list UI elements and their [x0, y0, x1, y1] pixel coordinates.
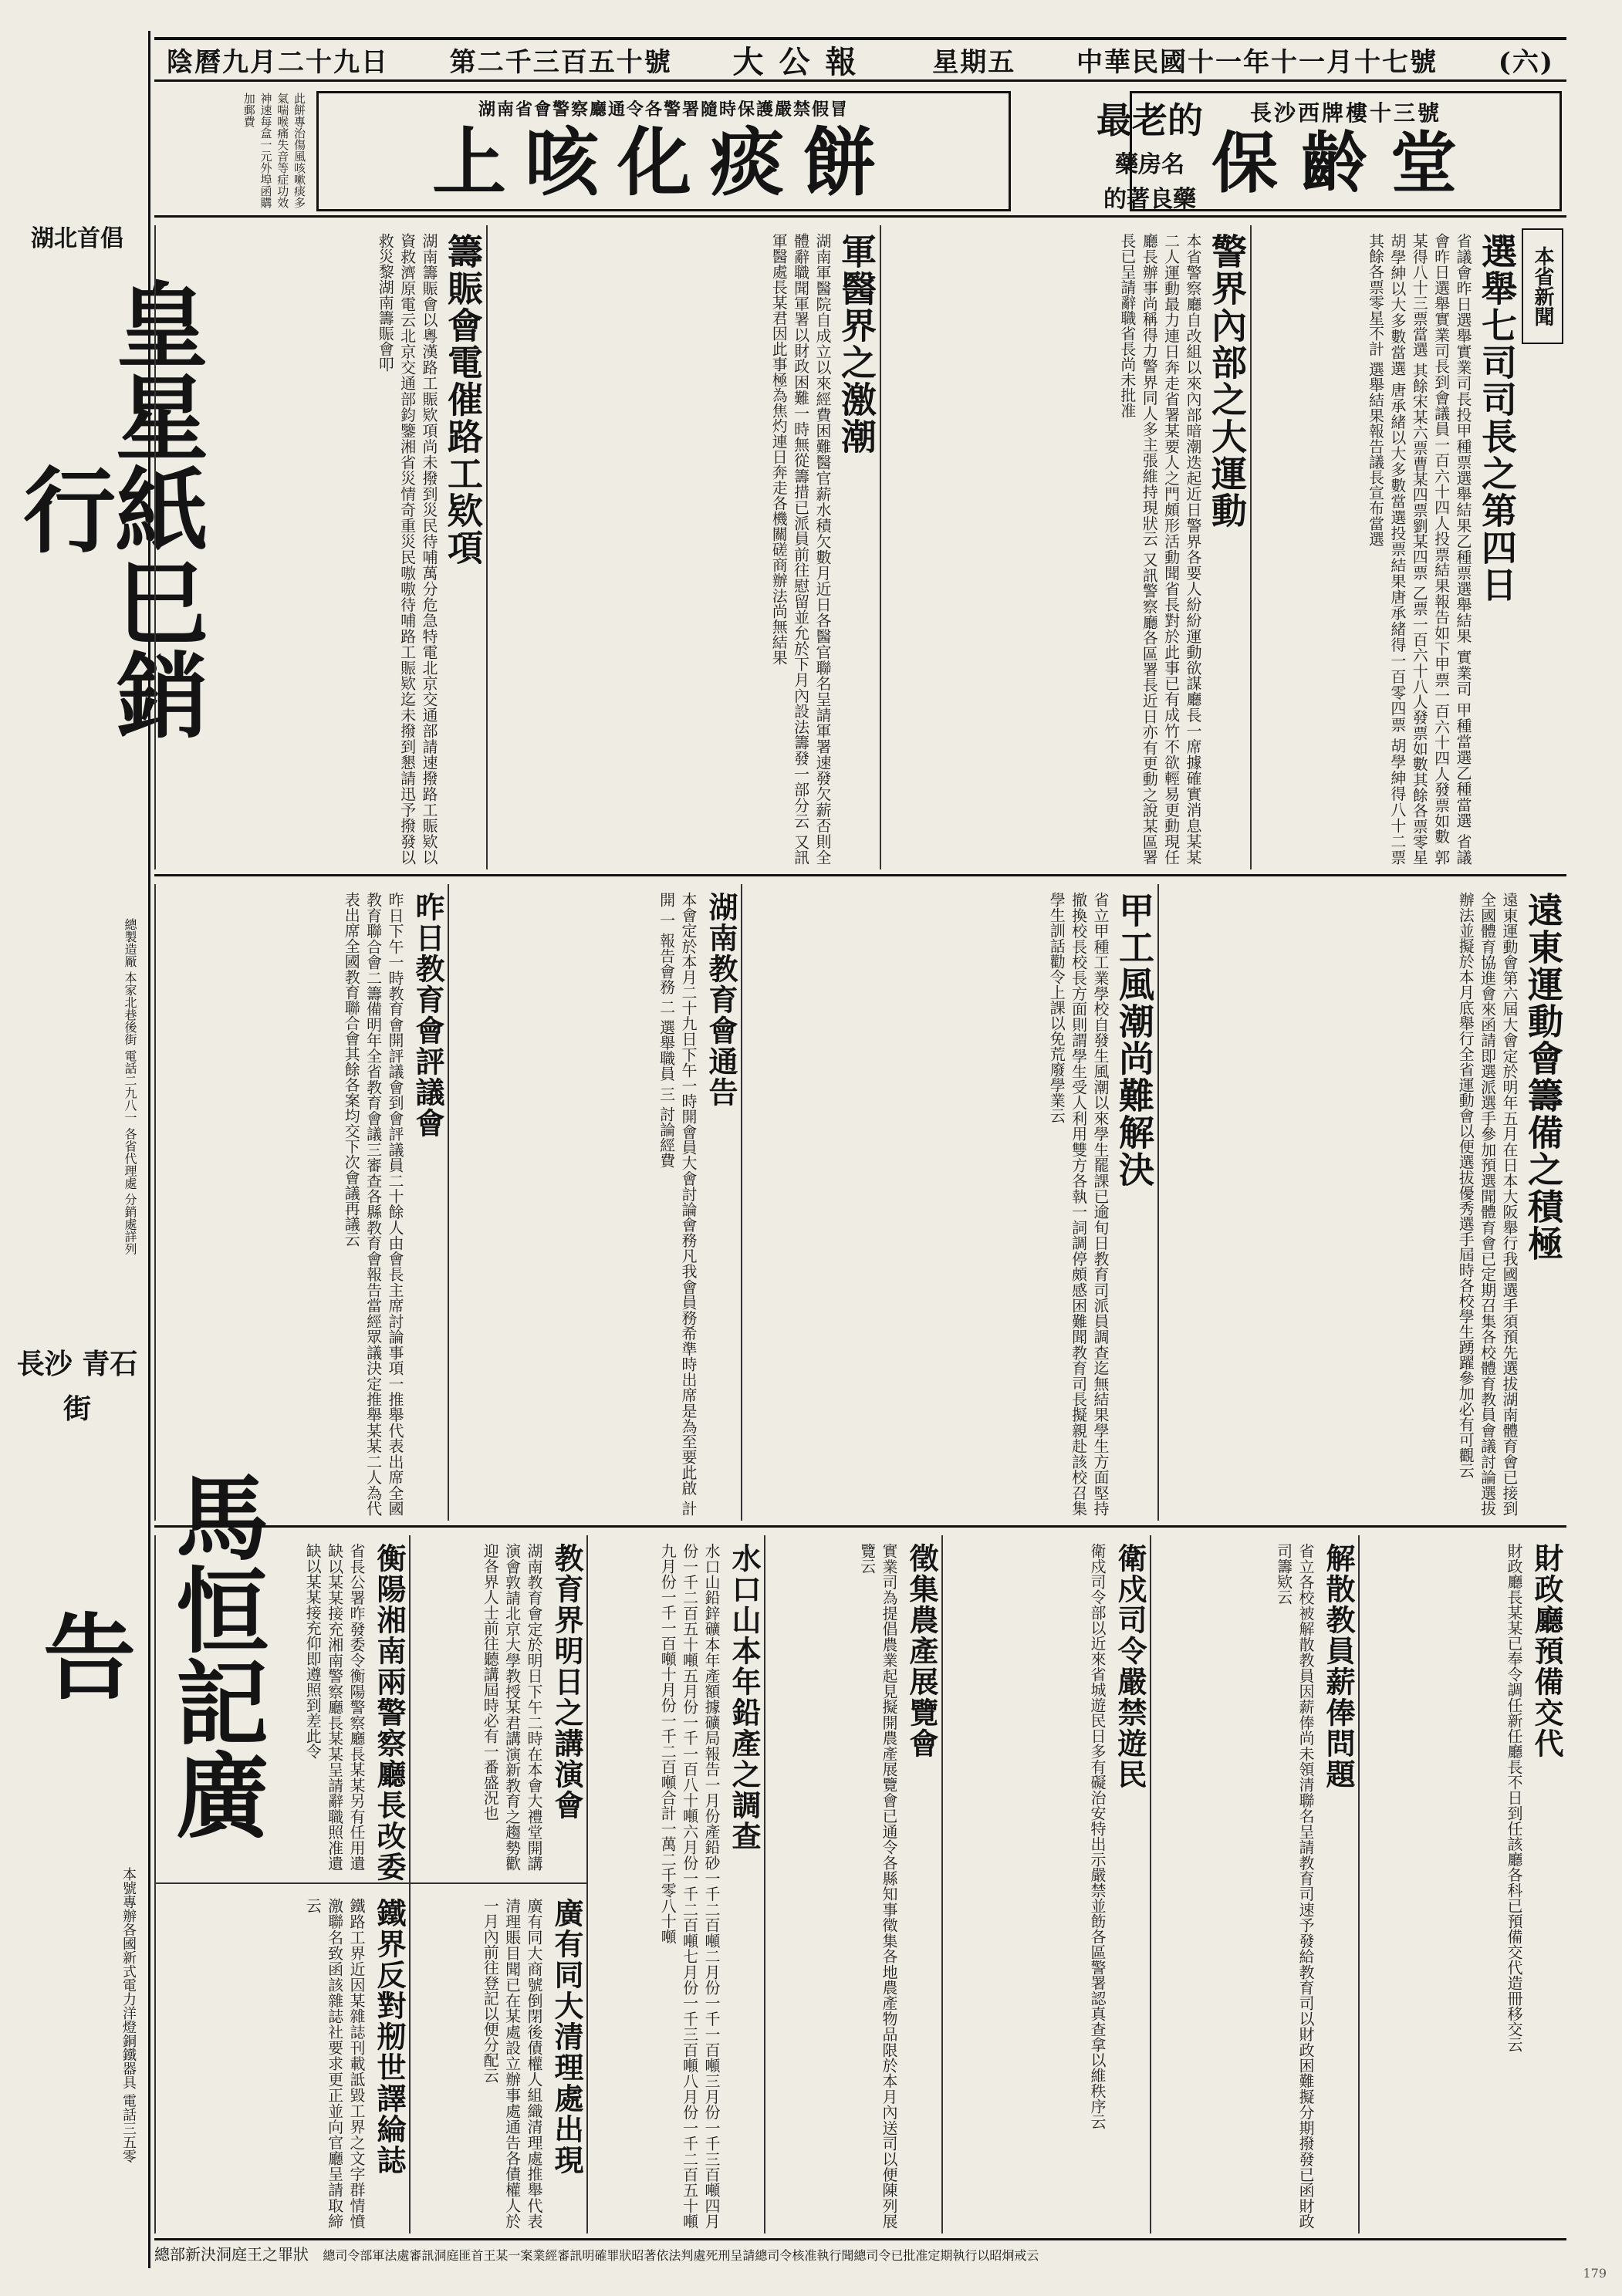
article-headline: 軍醫界之激潮 — [836, 233, 877, 455]
article-headline: 警界內部之大運動 — [1206, 233, 1248, 529]
article-headline: 衡陽湘南兩警察廳長改委 — [372, 1543, 407, 1882]
article-body: 鐵路工界近因某雜誌刊載詆毀工界之文字群情憤激聯名致函該雜誌社要求更正並向官廳呈請取締云 — [303, 1898, 366, 2229]
baoling-ad-name: 保齡堂 — [1211, 124, 1480, 202]
article-lecture — [409, 1535, 586, 2234]
pharmacy-ad-line2: 藥房名 — [1115, 151, 1184, 178]
paper-maker-ad-name: 皇星紙巳銷行 — [8, 277, 209, 740]
article-garrison — [941, 1535, 1150, 2234]
article-body: 湖南教育會定於明日下午二時在本會大禮堂開講演會敦請北京大學教授某君講演新教育之趨勢歡迎各界人士前往聽講屆時必有一番盛況也 — [481, 1543, 543, 1871]
paper-maker-ad-details: 總製造厰 本家北巷後街 電話二九八一 各省代理處 分銷處詳列 — [123, 918, 137, 1255]
pill-ad — [316, 91, 1011, 211]
bottom-article-body: 總司令部軍法處審訊洞庭匪首王某一案業經審訊明確罪狀昭著依法判處死刑呈請總司令核准執行聞總司令已批准定期執行以昭炯戒云 — [323, 2248, 1039, 2263]
article-education-notice — [448, 884, 741, 1521]
article-headline: 水口山本年鉛產之調查 — [727, 1543, 762, 1852]
article-teacher-salary — [1150, 1535, 1358, 2234]
ma-hengji-ad-address: 長沙 青石街 — [16, 1348, 138, 1425]
article-headline: 甲工風潮尚難解決 — [1113, 892, 1155, 1188]
article-body: 廣有同大商號倒閉後債權人組織清理處推舉代表清理賬目聞已在某處設立辦事處通告各債權人於一月內前往登記以便分配云 — [481, 1898, 543, 2229]
article-body: 昨日下午一時教育會開評議會到會評議員二十餘人由會長主席討論事項一推舉代表出席全國教育聯合會二籌備明年全省教育會議三審查各縣教育會報告當經眾議決定推舉某某二人為代表出席全國教育聯合會其餘各案均交下次會議再議云 — [342, 892, 404, 1516]
article-headline: 遠東運動會籌備之積極 — [1522, 892, 1564, 1262]
article-body: 財政廳長某某已奉令調任新任廳長不日到任該廳各科已預備交代造冊移交云 — [1505, 1543, 1523, 2052]
article-headline: 徵集農產展覽會 — [904, 1543, 939, 1759]
ma-hengji-ad-name: 馬恒記廣告 — [28, 1470, 269, 1841]
baoling-ad — [1130, 91, 1562, 211]
article-body: 省長公署昨發委令衡陽警察廳長某某另有任用遺缺以某某接充湘南警察廳長某某呈請辭職照准遺缺以某某接充仰即遵照到差此令 — [303, 1543, 366, 1871]
paper-name: 大公報 — [732, 44, 872, 80]
article-body: 本省警察廳自改組以來內部暗潮迭起近日警界各要人紛紛運動欲謀廳長一席據確實消息某某二人運動最力連日奔走省署某要人之門頗形活動聞省長對於此事已有成竹不欲輕易更動現任廳長辦事尚稱得力警界同人多主張維持現狀云 又訊警察廳各區署長近日亦有更動之說某區署長已呈請辭職省長尚未批准 — [1117, 233, 1202, 865]
section-label: 本省新聞 — [1522, 228, 1563, 344]
article-school-strike — [741, 884, 1157, 1521]
article-military-medical — [486, 225, 880, 869]
article-headline: 選舉七司司長之第四日 — [1476, 233, 1518, 603]
article-shuikoushan — [586, 1535, 764, 2234]
article-body: 衛戍司令部以近來省城遊民日多有礙治安特出示嚴禁並飭各區警署認真查拿以維秩序云 — [1088, 1543, 1107, 2129]
article-body: 湖南軍醫院自成立以來經費困難醫官薪水積欠數月近日各醫官聯名呈請軍署速發欠薪否則全體辭職聞軍署以財政困難一時無從籌措已派員前往慰留並允於下月內設法籌發一部分云 又訊軍醫處長某君因此事極為焦灼連日奔走各機關磋商辦法尚無結果 — [769, 233, 832, 865]
tier-top — [154, 221, 1566, 876]
baoling-ad-address: 長沙西牌樓十三號 — [1249, 100, 1441, 126]
article-body: 省議會昨日選舉實業司長投甲種票選舉結果乙種票選舉結果 實業司 甲種當選乙種當選 省議會昨日選舉實業司長到會議員一百六十四人投票結果報告如下甲票一百六十四人發票如數 郭某得八十三票當選 其餘宋某六票曹某四票劉某四票 乙票一百六十八人發票如數其餘各票零星 胡學紳以大多數當選 唐承緒以大多數當選投票結果唐承緒得一百零四票 胡學紳得八十二票 其餘各票零星不計 選舉結果報告議長宣布當選 — [1366, 233, 1472, 865]
article-headline: 湖南教育會通告 — [704, 892, 738, 1108]
top-ad-band — [154, 86, 1566, 218]
article-body: 湖南籌賑會以粵漢路工賑欵項尚未撥到災民待哺萬分危急特電北京交通部請速撥路工賑欵以資救濟原電云北京交通部鈞鑒湘省災情奇重災民嗷嗷待哺路工賑欵迄未撥到懇請迅予撥發以救災黎湖南籌賑會叩 — [376, 233, 438, 865]
tier-bottom — [154, 1531, 1566, 2240]
article-body: 省立甲種工業學校自發生風潮以來學生罷課已逾旬日教育司派員調查迄無結果學生方面堅持撤換校長校長方面則謂學生受人利用雙方各執一詞調停頗感困難聞教育司長擬親赴該校召集學生訓話勸令上課以免荒廢學業云 — [1047, 892, 1110, 1516]
article-headline: 籌賑會電催路工欵項 — [442, 233, 484, 566]
divider — [411, 1882, 586, 1884]
article-finance-handover — [1358, 1535, 1566, 2234]
article-police — [880, 225, 1250, 869]
pharmacy-ad-line3: 的著良藥 — [1103, 186, 1196, 213]
lamp-shop-ad: 本號專辦各國新式電力洋燈銅鐵器具 電話三五零 — [120, 1867, 137, 2163]
lunar-date: 陰曆九月二十九日 — [167, 47, 389, 78]
paper-maker-ad — [8, 224, 209, 903]
bottom-article-headline: 總部新決洞庭王之罪狀 — [154, 2245, 309, 2264]
article-police-chiefs — [154, 1535, 409, 2234]
article-headline: 廣有同大清理處出現 — [549, 1898, 584, 2176]
pill-ad-subtitle: 湖南省會警察廳通令各警署隨時保護嚴禁假冒 — [478, 100, 849, 120]
issue-number: 第二千三百五十號 — [449, 47, 672, 78]
article-headline: 鐵界反對剏世譯綸誌 — [372, 1898, 407, 2176]
article-body: 省立各校被解散教員因薪俸尚未領清聯名呈請教育司速予發給教育司以財政困難擬分期撥發已函財政司籌欵云 — [1274, 1543, 1315, 2229]
article-body: 遠東運動會第六屆大會定於明年五月在日本大阪舉行我國選手須預先選拔湖南體育會已接到全國體育協進會來函請即選派選手參加預選聞體育會已定期召集各校體育教員會議討論選拔辦法並擬於本月底舉行全省運動會以便選拔優秀選手屆時各校學生踴躍參加必有可觀云 — [1456, 892, 1519, 1516]
bottom-note — [154, 2242, 1566, 2273]
article-body: 本會定於本月二十九日下午一時開會員大會討論會務凡我會員務希準時出席是為至要此啟 計開 一 報告會務 二 選舉職員 三 討論經費 — [657, 892, 698, 1516]
article-headline: 解散教員薪俸問題 — [1321, 1543, 1356, 1790]
article-agri-expo — [764, 1535, 941, 2234]
article-body: 水口山鉛鋅礦本年產額據礦局報告一月份產鉛砂一千二百噸二月份一千一百噸三月份一千三百噸四月份一千二百五十噸五月份一千一百八十噸六月份一千二百噸七月份一千三百噸八月份一千二百五十噸九月份一千一百噸十月份一千二百噸合計一萬二千零八十噸 — [658, 1543, 721, 2229]
article-far-east-games — [1157, 884, 1566, 1521]
article-headline: 財政廳預備交代 — [1529, 1543, 1564, 1759]
roc-date: 中華民國十一年十一月十七號 — [1076, 47, 1438, 78]
article-relief — [154, 225, 486, 869]
article-headline: 衛戍司令嚴禁遊民 — [1113, 1543, 1147, 1790]
article-education-council — [154, 884, 448, 1521]
divider — [156, 1882, 409, 1884]
masthead — [154, 37, 1566, 82]
paper-maker-ad-tag: 湖北首倡 — [31, 225, 123, 252]
pharmacy-ad-line1: 最老的 — [1097, 100, 1203, 141]
article-headline: 教育界明日之講演會 — [549, 1543, 584, 1821]
article-headline: 昨日教育會評議會 — [411, 892, 445, 1139]
article-body: 實業司為提倡農業起見擬開農產展覽會已通令各縣知事徵集各地農產物品限於本月內送司以便陳列展覽云 — [857, 1543, 898, 2229]
page-number: 179 — [1583, 2266, 1607, 2281]
article-election — [1250, 225, 1520, 869]
pill-ad-name: 上咳化痰餅 — [432, 119, 895, 206]
pill-ad-side-text: 此餅專治傷風咳嗽痰多氣喘喉痛失音等症功效神速每盒一元外埠函購加郵費 — [242, 93, 306, 208]
sheet-number: (六) — [1498, 47, 1554, 78]
weekday: 星期五 — [932, 47, 1016, 78]
tier-middle — [154, 880, 1566, 1528]
